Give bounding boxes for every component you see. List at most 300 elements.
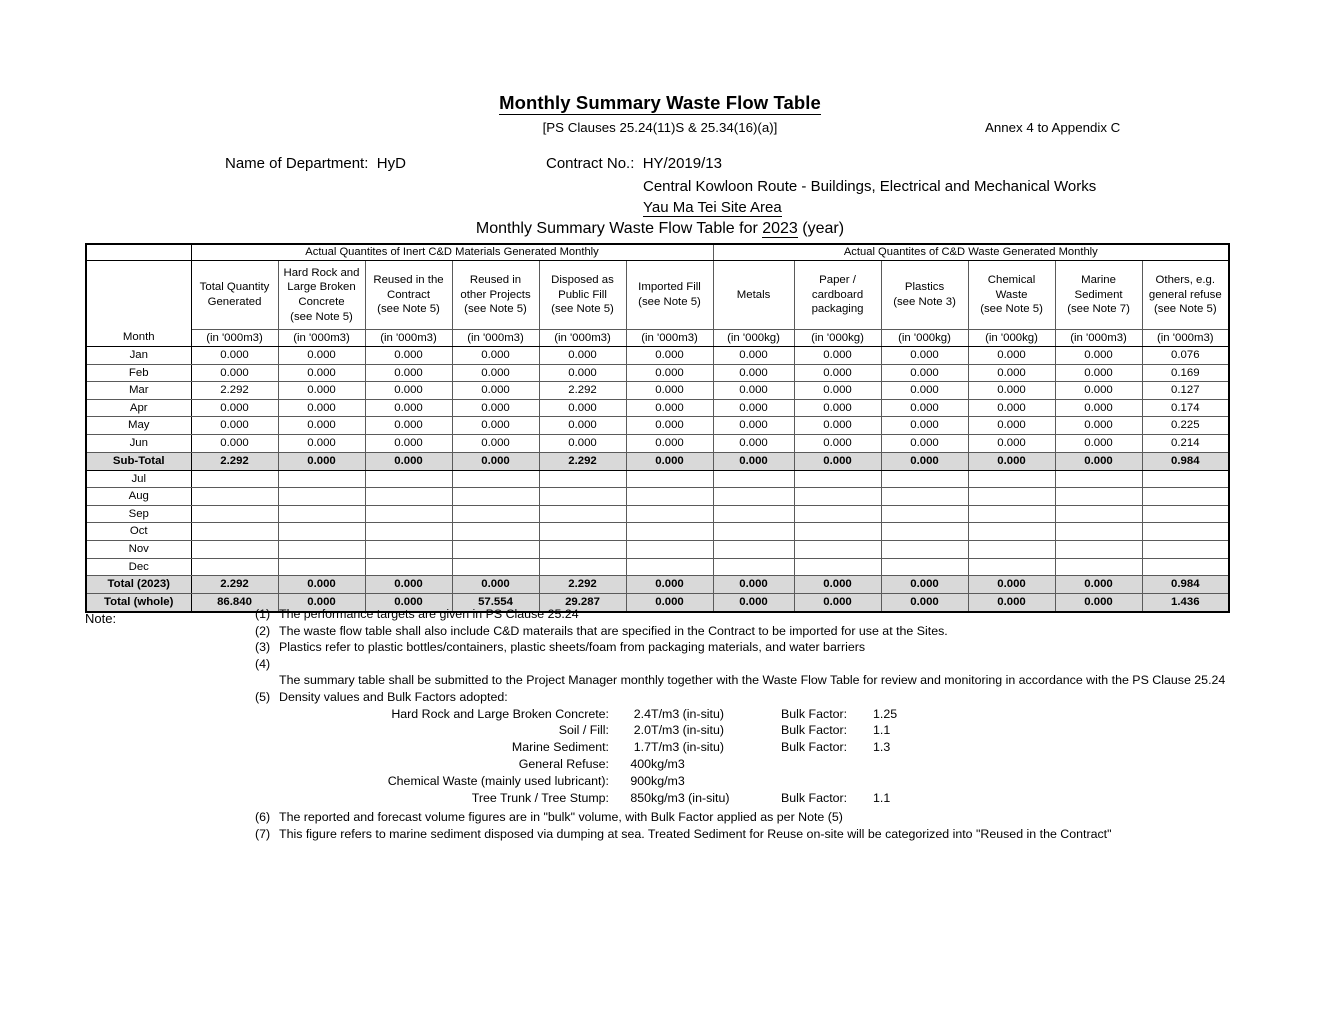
- table-row-jul-cell: [278, 470, 365, 488]
- table-row-jan-cell: 0.000: [794, 347, 881, 365]
- column-header-paper: Paper / cardboard packaging: [794, 261, 881, 330]
- contract-line: [546, 155, 722, 172]
- note-item-7-number: (7): [255, 826, 271, 841]
- table-row-dec: [86, 558, 1229, 576]
- density-value: 850: [630, 790, 651, 805]
- density-value: 900: [630, 773, 651, 788]
- table-row-sep-cell: [713, 505, 794, 523]
- density-unit: T/m3 (in-situ): [651, 723, 724, 738]
- table-row-may-cell: 0.000: [968, 417, 1055, 435]
- table-row-total-year-cell: 0.000: [968, 576, 1055, 594]
- note-item-4-continuation: The summary table shall be submitted to the Project Manager monthly together with the Waste Flow Table for review and monitoring in accordance with the PS Clause 25.24: [279, 673, 1226, 688]
- table-row-total-year-cell: 0.000: [626, 576, 713, 594]
- table-row-oct-label: Oct: [86, 523, 191, 541]
- note-item-4: [255, 658, 1265, 670]
- table-row-jul-cell: [191, 470, 278, 488]
- table-row-may-cell: 0.000: [191, 417, 278, 435]
- table-row-jun-cell: 0.000: [1055, 434, 1142, 452]
- table-row-oct: [86, 523, 1229, 541]
- bulk-factor-value: [873, 775, 897, 792]
- table-row-mar-cell: 0.000: [794, 382, 881, 400]
- density-value: 400: [630, 756, 651, 771]
- density-bulk-factor-table: [279, 708, 897, 809]
- table-row-feb-cell: 0.000: [452, 364, 539, 382]
- column-header-blank: [86, 261, 191, 330]
- table-row-oct-cell: [968, 523, 1055, 541]
- density-row: [279, 758, 897, 775]
- note-item-5: [255, 691, 1265, 703]
- table-row-dec-cell: [452, 558, 539, 576]
- note-item-2-text: The waste flow table shall also include C&D materails that are specified in the Contract to be imported for use at the Sites.: [279, 623, 948, 638]
- table-row-dec-cell: [1142, 558, 1229, 576]
- table-row-total-year-label: Total (2023): [86, 576, 191, 594]
- table-row-dec-cell: [881, 558, 968, 576]
- table-row-total-whole-cell: 0.000: [626, 594, 713, 613]
- density-material-name: Hard Rock and Large Broken Concrete:: [391, 706, 609, 721]
- note-item-1: [255, 608, 1265, 620]
- table-row-apr-cell: 0.000: [278, 399, 365, 417]
- unit-plastics: (in '000kg): [881, 330, 968, 347]
- table-row-sep-cell: [278, 505, 365, 523]
- table-row-subtotal-cell: 0.000: [968, 452, 1055, 470]
- table-row-jun-cell: 0.000: [191, 434, 278, 452]
- column-header-row: [86, 261, 1229, 330]
- table-row-jan-cell: 0.076: [1142, 347, 1229, 365]
- table-row-jan-cell: 0.000: [539, 347, 626, 365]
- table-row-sep-label: Sep: [86, 505, 191, 523]
- table-row-mar-cell: 2.292: [539, 382, 626, 400]
- table-row-oct-cell: [452, 523, 539, 541]
- note-item-6-number: (6): [255, 810, 271, 825]
- unit-reused-other: (in '000m3): [452, 330, 539, 347]
- table-row-aug-label: Aug: [86, 488, 191, 506]
- contract-label: Contract No.:: [546, 155, 635, 172]
- table-row-subtotal-cell: 0.000: [794, 452, 881, 470]
- table-row-total-whole-cell: 0.000: [278, 594, 365, 613]
- table-row-jul-cell: [626, 470, 713, 488]
- table-row-aug-cell: [539, 488, 626, 506]
- table-row-oct-cell: [539, 523, 626, 541]
- table-row-subtotal-cell: 0.000: [278, 452, 365, 470]
- table-row-jun-cell: 0.000: [539, 434, 626, 452]
- table-row-aug-cell: [968, 488, 1055, 506]
- table-row-jan: [86, 347, 1229, 365]
- table-row-jun-cell: 0.000: [794, 434, 881, 452]
- table-row-total-whole-cell: 0.000: [881, 594, 968, 613]
- table-row-nov-cell: [365, 540, 452, 558]
- density-value: 2.0: [633, 723, 651, 738]
- table-row-nov-cell: [1055, 540, 1142, 558]
- table-head: [86, 244, 1229, 347]
- table-row-aug-cell: [713, 488, 794, 506]
- site-area-text: Yau Ma Tei Site Area: [643, 199, 782, 216]
- table-body: [86, 347, 1229, 613]
- table-row-total-year: [86, 576, 1229, 594]
- table-row-total-whole-label: Total (whole): [86, 594, 191, 613]
- table-row-feb-label: Feb: [86, 364, 191, 382]
- department-value: HyD: [376, 155, 406, 172]
- table-row-feb: [86, 364, 1229, 382]
- table-row-total-year-cell: 0.000: [713, 576, 794, 594]
- unit-others: (in '000m3): [1142, 330, 1229, 347]
- table-row-dec-cell: [539, 558, 626, 576]
- table-row-feb-cell: 0.000: [713, 364, 794, 382]
- table-row-apr-cell: 0.000: [365, 399, 452, 417]
- column-header-plastics: Plastics (see Note 3): [881, 261, 968, 330]
- table-year-caption: [0, 220, 1320, 238]
- table-row-dec-cell: [191, 558, 278, 576]
- notes-section: [85, 608, 1265, 845]
- note-item-3: [255, 641, 1265, 653]
- table-row-may-cell: 0.000: [1055, 417, 1142, 435]
- table-row-oct-cell: [881, 523, 968, 541]
- bulk-factor-label: Bulk Factor:: [781, 723, 848, 738]
- table-row-dec-cell: [626, 558, 713, 576]
- table-row-subtotal-cell: 0.000: [365, 452, 452, 470]
- table-row-feb-cell: 0.000: [968, 364, 1055, 382]
- table-row-dec-cell: [794, 558, 881, 576]
- table-row-jul-cell: [881, 470, 968, 488]
- column-header-hard-rock: Hard Rock and Large Broken Concrete (see Note 5): [278, 261, 365, 330]
- waste-flow-table: [85, 243, 1230, 613]
- table-row-feb-cell: 0.000: [794, 364, 881, 382]
- table-row-feb-cell: 0.000: [626, 364, 713, 382]
- table-row-total-whole-cell: 86.840: [191, 594, 278, 613]
- column-header-marine-sediment: Marine Sediment (see Note 7): [1055, 261, 1142, 330]
- column-header-imported-fill: Imported Fill (see Note 5): [626, 261, 713, 330]
- density-row: [279, 724, 897, 741]
- bulk-factor-value: 1.3: [873, 740, 891, 755]
- unit-reused-contract: (in '000m3): [365, 330, 452, 347]
- table-row-jun-cell: 0.000: [365, 434, 452, 452]
- table-row-total-year-cell: 0.000: [278, 576, 365, 594]
- table-row-may-cell: 0.225: [1142, 417, 1229, 435]
- group-header-waste: Actual Quantites of C&D Waste Generated Monthly: [713, 244, 1229, 261]
- note-item-1-text: The performance targets are given in PS Clause 25.24: [279, 607, 579, 621]
- table-row-jun-cell: 0.000: [452, 434, 539, 452]
- bulk-factor-label: [781, 758, 873, 775]
- table-row-oct-cell: [191, 523, 278, 541]
- table-row-mar-label: Mar: [86, 382, 191, 400]
- table-row-dec-cell: [1055, 558, 1142, 576]
- notes-list: [255, 608, 1265, 840]
- note-item-7: [255, 828, 1265, 840]
- project-name: Central Kowloon Route - Buildings, Electrical and Mechanical Works: [643, 178, 1097, 195]
- table-row-may-cell: 0.000: [278, 417, 365, 435]
- table-row-subtotal-cell: 2.292: [539, 452, 626, 470]
- table-row-oct-cell: [713, 523, 794, 541]
- table-row-total-whole-cell: 0.000: [365, 594, 452, 613]
- density-material-name: Marine Sediment:: [511, 740, 609, 755]
- table-row-apr-cell: 0.000: [539, 399, 626, 417]
- column-header-month: Month: [86, 330, 191, 347]
- table-row-mar-cell: 0.000: [452, 382, 539, 400]
- table-row-subtotal-cell: 0.000: [626, 452, 713, 470]
- note-item-6: [255, 811, 1265, 823]
- table-row-subtotal-cell: 0.000: [452, 452, 539, 470]
- table-row-oct-cell: [278, 523, 365, 541]
- density-unit: kg/m3: [651, 773, 685, 788]
- table-row-nov-cell: [881, 540, 968, 558]
- year-caption-suffix: (year): [797, 220, 845, 237]
- table-row-aug-cell: [626, 488, 713, 506]
- table-row-apr-cell: 0.000: [794, 399, 881, 417]
- density-material-name: Chemical Waste (mainly used lubricant):: [387, 773, 609, 788]
- table-row-aug-cell: [881, 488, 968, 506]
- bulk-factor-label: Bulk Factor:: [781, 706, 848, 721]
- note-item-1-number: (1): [255, 607, 271, 621]
- density-value: 2.4: [633, 706, 651, 721]
- table-row-mar-cell: 0.127: [1142, 382, 1229, 400]
- table-row-sep: [86, 505, 1229, 523]
- table-row-apr-cell: 0.000: [1055, 399, 1142, 417]
- density-material-name: General Refuse:: [518, 756, 609, 771]
- table-row-apr-cell: 0.000: [713, 399, 794, 417]
- table-row-jun-cell: 0.000: [881, 434, 968, 452]
- table-row-feb-cell: 0.000: [539, 364, 626, 382]
- table-row-dec-cell: [968, 558, 1055, 576]
- table-row-aug-cell: [191, 488, 278, 506]
- year-value: 2023: [762, 220, 798, 237]
- table-row-total-whole-cell: 29.287: [539, 594, 626, 613]
- department-label: Name of Department:: [225, 155, 369, 172]
- table-row-jul-cell: [365, 470, 452, 488]
- notes-label: Note:: [85, 611, 117, 626]
- table-row-mar: [86, 382, 1229, 400]
- table-row-sep-cell: [191, 505, 278, 523]
- note-item-3-text: Plastics refer to plastic bottles/containers, plastic sheets/foam from packaging materials, and water barriers: [279, 640, 866, 655]
- table-row-total-year-cell: 2.292: [539, 576, 626, 594]
- ps-clauses-subtitle: [PS Clauses 25.24(11)S & 25.34(16)(a)]: [542, 120, 778, 135]
- table-row-subtotal-cell: 2.292: [191, 452, 278, 470]
- table-row-oct-cell: [1055, 523, 1142, 541]
- density-unit: kg/m3 (in-situ): [651, 790, 730, 805]
- note-item-4-text: [279, 658, 1265, 670]
- density-row: [279, 792, 897, 809]
- note-item-2: [255, 625, 1265, 637]
- density-row: [279, 708, 897, 725]
- table-row-mar-cell: 0.000: [365, 382, 452, 400]
- table-row-apr-cell: 0.000: [191, 399, 278, 417]
- table-row-jan-cell: 0.000: [1055, 347, 1142, 365]
- table-row-aug-cell: [452, 488, 539, 506]
- table-row-nov-cell: [713, 540, 794, 558]
- table-row-jan-cell: 0.000: [278, 347, 365, 365]
- table-row-jun-cell: 0.000: [713, 434, 794, 452]
- table-row-sep-cell: [794, 505, 881, 523]
- page-title: [0, 92, 1320, 114]
- table-row-jan-cell: 0.000: [452, 347, 539, 365]
- unit-disposed-public-fill: (in '000m3): [539, 330, 626, 347]
- table-row-jan-cell: 0.000: [365, 347, 452, 365]
- table-row-total-year-cell: 0.000: [794, 576, 881, 594]
- table-row-jun-cell: 0.214: [1142, 434, 1229, 452]
- unit-imported-fill: (in '000m3): [626, 330, 713, 347]
- table-row-feb-cell: 0.000: [1055, 364, 1142, 382]
- table-row-total-year-cell: 0.000: [452, 576, 539, 594]
- table-row-mar-cell: 0.000: [1055, 382, 1142, 400]
- table-row-total-whole-cell: 0.000: [968, 594, 1055, 613]
- table-row-subtotal: [86, 452, 1229, 470]
- table-row-may-cell: 0.000: [452, 417, 539, 435]
- table-row-sep-cell: [626, 505, 713, 523]
- note-item-5-number: (5): [255, 689, 271, 704]
- table-row-total-year-cell: 0.000: [881, 576, 968, 594]
- table-row-apr-cell: 0.000: [626, 399, 713, 417]
- table-row-dec-cell: [365, 558, 452, 576]
- table-row-nov-cell: [1142, 540, 1229, 558]
- table-row-total-whole-cell: 57.554: [452, 594, 539, 613]
- table-row-aug-cell: [1142, 488, 1229, 506]
- table-row-feb-cell: 0.000: [191, 364, 278, 382]
- density-row: [279, 775, 897, 792]
- table-row-nov-label: Nov: [86, 540, 191, 558]
- table-row-apr-cell: 0.000: [881, 399, 968, 417]
- table-row-jun-cell: 0.000: [278, 434, 365, 452]
- table-row-feb-cell: 0.000: [278, 364, 365, 382]
- table-row-aug-cell: [1055, 488, 1142, 506]
- note-item-2-number: (2): [255, 623, 271, 638]
- table-row-mar-cell: 0.000: [626, 382, 713, 400]
- annex-reference: Annex 4 to Appendix C: [985, 120, 1121, 135]
- unit-metals: (in '000kg): [713, 330, 794, 347]
- note-item-6-text: The reported and forecast volume figures are in "bulk" volume, with Bulk Factor applied as per Note (5): [279, 810, 843, 825]
- table-row-jul-cell: [1142, 470, 1229, 488]
- table-row-nov-cell: [452, 540, 539, 558]
- table-row-jan-cell: 0.000: [713, 347, 794, 365]
- unit-paper: (in '000kg): [794, 330, 881, 347]
- table-row-total-year-cell: 0.000: [1055, 576, 1142, 594]
- table-row-feb-cell: 0.169: [1142, 364, 1229, 382]
- table-row-may-cell: 0.000: [626, 417, 713, 435]
- table-row-jun-label: Jun: [86, 434, 191, 452]
- table-row-subtotal-cell: 0.000: [881, 452, 968, 470]
- table-row-total-year-cell: 0.984: [1142, 576, 1229, 594]
- table-row-jul-cell: [1055, 470, 1142, 488]
- table-row-mar-cell: 0.000: [713, 382, 794, 400]
- table-row-may: [86, 417, 1229, 435]
- table-row-aug-cell: [794, 488, 881, 506]
- table-row-oct-cell: [1142, 523, 1229, 541]
- table-row-subtotal-cell: 0.984: [1142, 452, 1229, 470]
- unit-hard-rock: (in '000m3): [278, 330, 365, 347]
- density-material-name: Tree Trunk / Tree Stump:: [471, 790, 609, 805]
- group-header-blank: [86, 244, 191, 261]
- density-value: 1.7: [633, 740, 651, 755]
- column-header-reused-other: Reused in other Projects (see Note 5): [452, 261, 539, 330]
- table-row-nov-cell: [191, 540, 278, 558]
- table-row-jul-cell: [452, 470, 539, 488]
- unit-total-quantity: (in '000m3): [191, 330, 278, 347]
- bulk-factor-value: 1.25: [873, 706, 898, 721]
- table-row-sep-cell: [365, 505, 452, 523]
- column-header-reused-contract: Reused in the Contract (see Note 5): [365, 261, 452, 330]
- table-row-jan-cell: 0.000: [968, 347, 1055, 365]
- table-row-sep-cell: [881, 505, 968, 523]
- contract-value: HY/2019/13: [642, 155, 722, 172]
- column-header-chemical-waste: Chemical Waste (see Note 5): [968, 261, 1055, 330]
- table-row-total-whole-cell: 0.000: [713, 594, 794, 613]
- table-row-nov: [86, 540, 1229, 558]
- table-row-jul-cell: [968, 470, 1055, 488]
- table-row-total-whole-cell: 1.436: [1142, 594, 1229, 613]
- table-row-mar-cell: 0.000: [968, 382, 1055, 400]
- table-row-apr: [86, 399, 1229, 417]
- table-row-sep-cell: [1055, 505, 1142, 523]
- table-row-nov-cell: [539, 540, 626, 558]
- site-area: [643, 199, 782, 216]
- table-row-total-year-cell: 0.000: [365, 576, 452, 594]
- table-row-total-whole-cell: 0.000: [1055, 594, 1142, 613]
- unit-chemical-waste: (in '000kg): [968, 330, 1055, 347]
- table-row-jun-cell: 0.000: [626, 434, 713, 452]
- table-row-jul-cell: [713, 470, 794, 488]
- density-material-name: Soil / Fill:: [558, 723, 609, 738]
- column-header-total-quantity: Total Quantity Generated: [191, 261, 278, 330]
- table-row-aug-cell: [365, 488, 452, 506]
- table-row-apr-cell: 0.000: [968, 399, 1055, 417]
- table-row-sep-cell: [452, 505, 539, 523]
- note-item-5-text: Density values and Bulk Factors adopted:: [279, 689, 508, 704]
- page-title-text: Monthly Summary Waste Flow Table: [499, 92, 821, 113]
- group-header-inert: Actual Quantites of Inert C&D Materials Generated Monthly: [191, 244, 713, 261]
- table-row-sep-cell: [539, 505, 626, 523]
- note-item-7-text: This figure refers to marine sediment disposed via dumping at sea. Treated Sediment for Reuse on-site will be categorized into "Reused in the Contract": [279, 826, 1112, 841]
- table-row-mar-cell: 2.292: [191, 382, 278, 400]
- table-row-jan-cell: 0.000: [881, 347, 968, 365]
- table-row-may-cell: 0.000: [365, 417, 452, 435]
- table-row-jul: [86, 470, 1229, 488]
- density-unit: T/m3 (in-situ): [651, 740, 724, 755]
- table-row-jul-label: Jul: [86, 470, 191, 488]
- table-row-jan-cell: 0.000: [191, 347, 278, 365]
- column-header-metals: Metals: [713, 261, 794, 330]
- table-row-subtotal-label: Sub-Total: [86, 452, 191, 470]
- table-row-mar-cell: 0.000: [278, 382, 365, 400]
- bulk-factor-value: [873, 758, 897, 775]
- table-row-may-label: May: [86, 417, 191, 435]
- table-row-nov-cell: [794, 540, 881, 558]
- table-row-aug: [86, 488, 1229, 506]
- year-caption-prefix: Monthly Summary Waste Flow Table for: [475, 220, 763, 237]
- table-row-mar-cell: 0.000: [881, 382, 968, 400]
- table-row-apr-cell: 0.174: [1142, 399, 1229, 417]
- table-row-jan-label: Jan: [86, 347, 191, 365]
- column-header-others: Others, e.g. general refuse (see Note 5): [1142, 261, 1229, 330]
- table-row-apr-cell: 0.000: [452, 399, 539, 417]
- table-row-may-cell: 0.000: [539, 417, 626, 435]
- table-row-feb-cell: 0.000: [365, 364, 452, 382]
- table-row-total-year-cell: 2.292: [191, 576, 278, 594]
- group-header-row: [86, 244, 1229, 261]
- note-item-3-number: (3): [255, 640, 271, 655]
- table-row-subtotal-cell: 0.000: [713, 452, 794, 470]
- table-row-jul-cell: [539, 470, 626, 488]
- table-row-dec-cell: [713, 558, 794, 576]
- table-row-nov-cell: [278, 540, 365, 558]
- bulk-factor-label: Bulk Factor:: [781, 740, 848, 755]
- table-row-may-cell: 0.000: [713, 417, 794, 435]
- density-unit: T/m3 (in-situ): [651, 706, 724, 721]
- table-row-aug-cell: [278, 488, 365, 506]
- table-row-sep-cell: [968, 505, 1055, 523]
- column-header-disposed-public-fill: Disposed as Public Fill (see Note 5): [539, 261, 626, 330]
- table-row-apr-label: Apr: [86, 399, 191, 417]
- table-row-jun: [86, 434, 1229, 452]
- table-row-subtotal-cell: 0.000: [1055, 452, 1142, 470]
- table-row-may-cell: 0.000: [794, 417, 881, 435]
- table-row-sep-cell: [1142, 505, 1229, 523]
